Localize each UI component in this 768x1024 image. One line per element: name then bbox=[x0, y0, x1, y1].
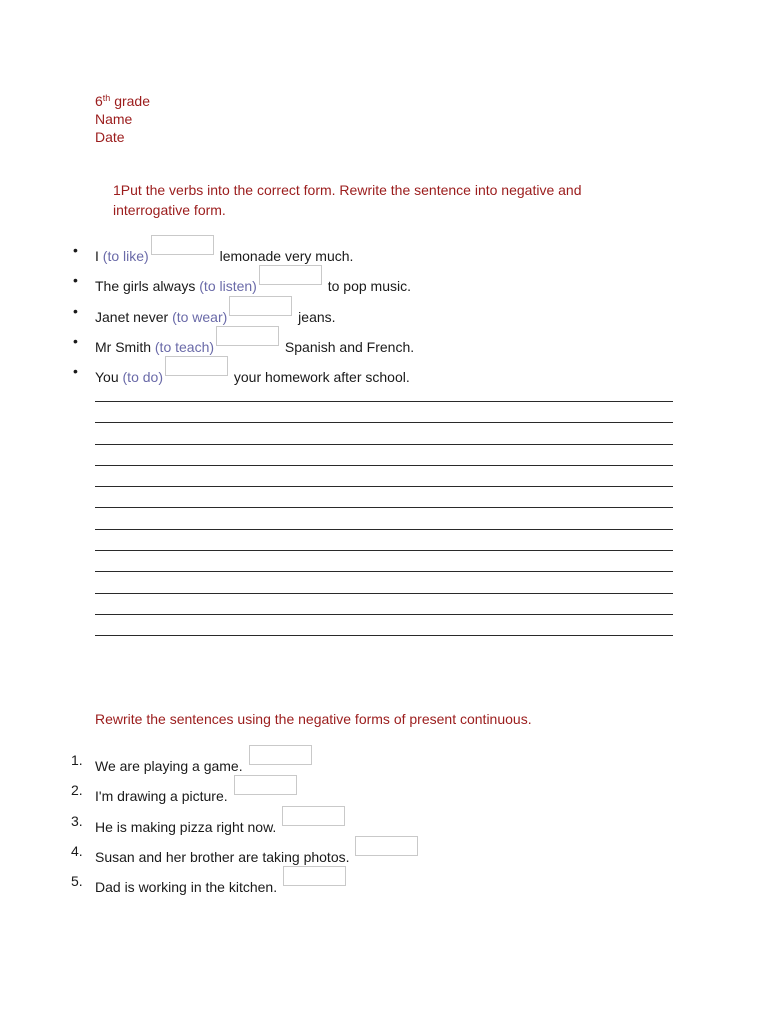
verb-hint: (to do) bbox=[122, 369, 163, 386]
item-number: 4. bbox=[71, 842, 83, 859]
list-item: 1. We are playing a game. bbox=[95, 745, 420, 775]
answer-box[interactable] bbox=[283, 866, 346, 886]
list-item: 3. He is making pizza right now. bbox=[95, 806, 420, 836]
bullet-icon: • bbox=[73, 302, 78, 319]
grade-label: 6th grade bbox=[95, 93, 151, 109]
answer-box[interactable] bbox=[234, 775, 297, 795]
name-label: Name bbox=[95, 111, 133, 127]
verb-hint: (to teach) bbox=[154, 338, 215, 355]
writing-line[interactable] bbox=[95, 422, 673, 443]
list-item: • I (to like) lemonade very much. bbox=[95, 235, 414, 265]
grade-superscript: th bbox=[102, 93, 111, 103]
bullet-icon: • bbox=[73, 272, 78, 289]
writing-line[interactable] bbox=[95, 550, 673, 571]
answer-box[interactable] bbox=[249, 745, 312, 765]
list-item: 4. Susan and her brother are taking photos. bbox=[95, 836, 420, 866]
answer-box[interactable] bbox=[259, 265, 322, 285]
list-item: • The girls always (to listen) to pop music. bbox=[95, 265, 414, 295]
list-item: • Mr Smith (to teach) Spanish and French. bbox=[95, 326, 414, 356]
answer-box[interactable] bbox=[165, 356, 228, 376]
answer-box[interactable] bbox=[282, 806, 345, 826]
bullet-icon: • bbox=[73, 332, 78, 349]
exercise2-instruction: Rewrite the sentences using the negative forms of present continuous. bbox=[95, 711, 532, 727]
writing-line[interactable] bbox=[95, 486, 673, 507]
list-item: 5. Dad is working in the kitchen. bbox=[95, 866, 420, 896]
writing-lines bbox=[95, 401, 673, 657]
verb-hint: (to wear) bbox=[172, 308, 228, 325]
writing-line[interactable] bbox=[95, 465, 673, 486]
answer-box[interactable] bbox=[216, 326, 279, 346]
verb-hint: (to like) bbox=[102, 248, 149, 264]
bullet-icon: • bbox=[73, 363, 78, 380]
bullet-icon: • bbox=[73, 242, 78, 258]
list-item: • You (to do) your homework after school. bbox=[95, 356, 414, 386]
list-item: 2. I'm drawing a picture. bbox=[95, 775, 420, 805]
writing-line[interactable] bbox=[95, 593, 673, 614]
exercise1-instruction: 1Put the verbs into the correct form. Rewrite the sentence into negative and interrogative form. bbox=[113, 182, 582, 218]
item-number: 1. bbox=[71, 752, 83, 768]
writing-line[interactable] bbox=[95, 571, 673, 592]
date-label: Date bbox=[95, 129, 125, 145]
writing-line[interactable] bbox=[95, 614, 673, 635]
item-number: 3. bbox=[71, 812, 83, 829]
answer-box[interactable] bbox=[229, 296, 292, 316]
list-item: • Janet never (to wear) jeans. bbox=[95, 296, 414, 326]
item-number: 5. bbox=[71, 873, 83, 890]
exercise1-list bbox=[73, 235, 415, 386]
answer-box[interactable] bbox=[355, 836, 418, 856]
item-number: 2. bbox=[71, 782, 83, 799]
exercise2-list bbox=[71, 745, 420, 896]
verb-hint: (to listen) bbox=[199, 278, 257, 295]
writing-line[interactable] bbox=[95, 401, 673, 422]
writing-line[interactable] bbox=[95, 507, 673, 528]
writing-line[interactable] bbox=[95, 635, 673, 656]
answer-box[interactable] bbox=[151, 235, 214, 255]
writing-line[interactable] bbox=[95, 529, 673, 550]
worksheet-header bbox=[95, 92, 150, 146]
writing-line[interactable] bbox=[95, 444, 673, 465]
